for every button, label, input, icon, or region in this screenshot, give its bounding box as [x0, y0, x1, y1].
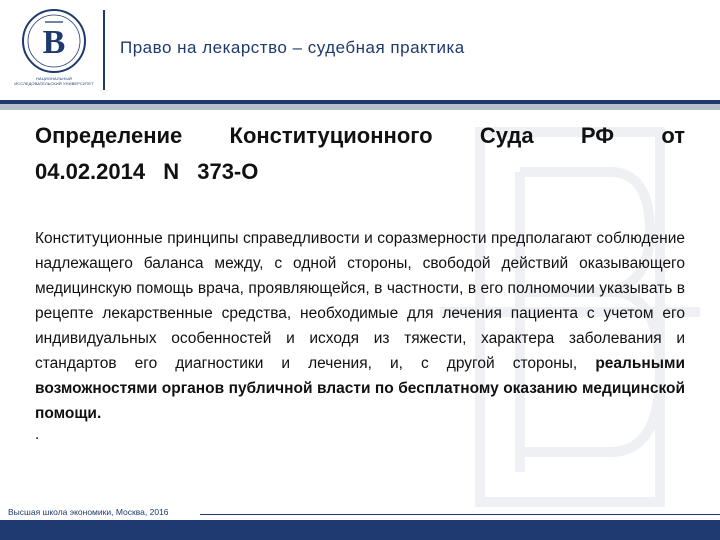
logo-caption: НАЦИОНАЛЬНЫЙ ИССЛЕДОВАТЕЛЬСКИЙ УНИВЕРСИТЕТ	[14, 76, 94, 86]
footer-bar	[0, 520, 720, 540]
header-grey-band	[0, 104, 720, 110]
slide-paragraph	[35, 226, 685, 426]
paragraph-normal-text: Конституционные принципы справедливости и соразмерности предполагают соблюдение надлежащего баланса между, с одной стороны, свободой действий оказывающего медицинскую помощь врача, проявляющейся, в частности, в его полномочии указывать в рецепте лекарственные средства, необходимые для лечения пациента с учетом его индивидуальных особенностей и исходя из тяжести, характера заболевания и стандартов его диагностики и лечения, и, с другой стороны,	[35, 230, 685, 372]
slide-content	[35, 118, 685, 444]
hse-logo-icon	[20, 8, 88, 74]
header-divider	[103, 10, 105, 90]
header-title: Право на лекарство – судебная практика	[120, 38, 465, 57]
slide-header	[0, 0, 720, 100]
slide-title: Определение Конституционного Суда РФ от 04.02.2014 N 373-О	[35, 123, 685, 184]
paragraph-bold-text: реальными возможностями органов публичной власти по бесплатному оказанию медицинской помощи.	[35, 355, 685, 422]
footer-line	[200, 514, 720, 515]
trailing-dot: .	[35, 426, 40, 443]
footer-text: Высшая школа экономики, Москва, 2016	[8, 507, 169, 517]
svg-text:В: В	[42, 24, 66, 61]
hse-logo	[14, 8, 94, 92]
